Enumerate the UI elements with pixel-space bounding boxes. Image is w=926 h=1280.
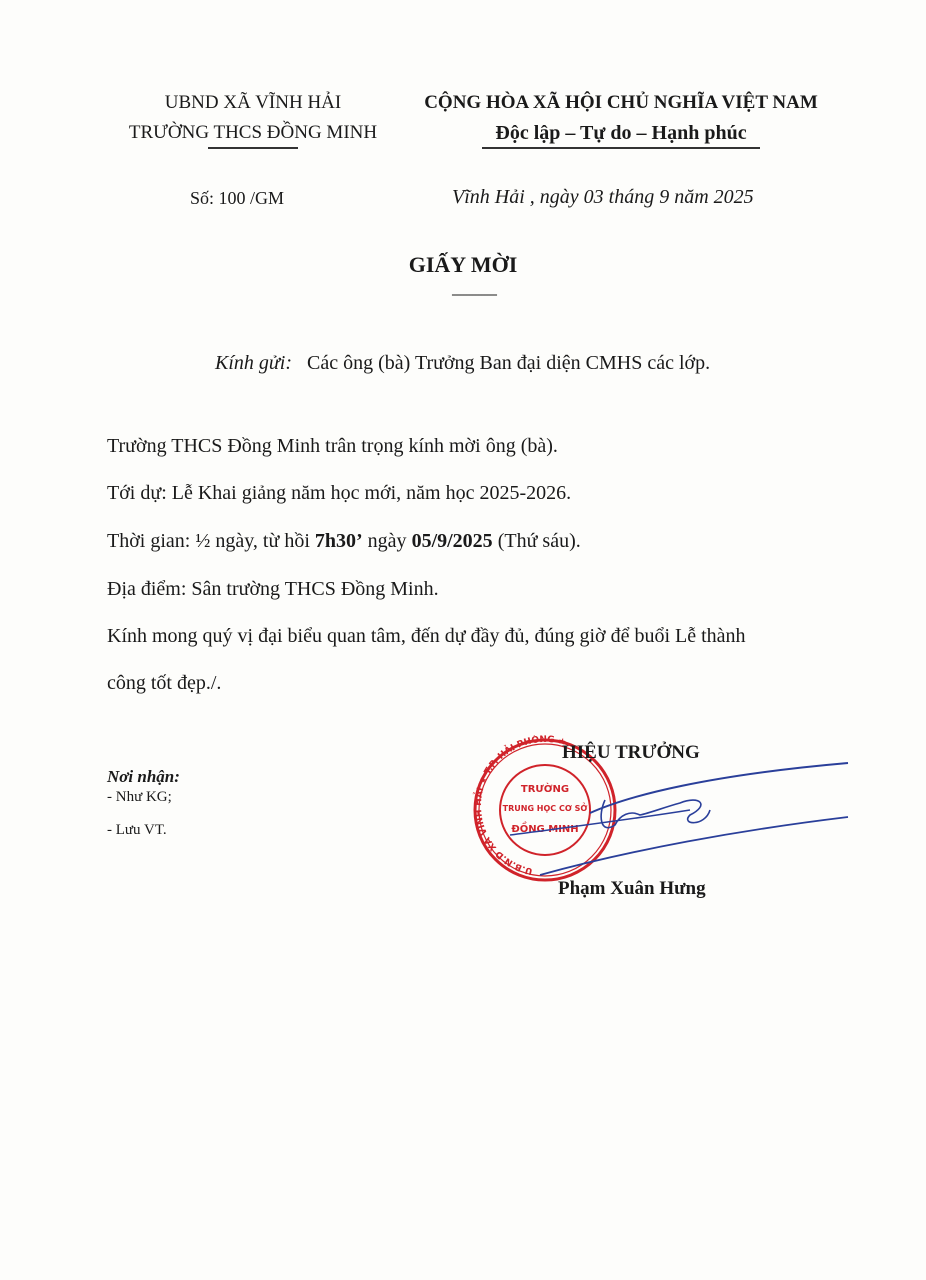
recipients-heading: Nơi nhận: [107,767,180,786]
recipient-label: Kính gửi: [215,352,293,374]
document-title: GIẤY MỜI [408,252,518,277]
recipient-line [215,352,710,375]
body-line-location: Địa điểm: Sân trường THCS Đồng Minh. [107,578,439,600]
school-name: TRƯỜNG THCS ĐỒNG MINH [128,122,378,143]
body-line-invitation: Trường THCS Đồng Minh trân trọng kính mời ông (bà). [107,435,558,457]
header-right-underline [482,147,760,149]
time-suffix: (Thứ sáu). [492,530,581,552]
body-line-closing: công tốt đẹp./. [107,672,222,694]
recipient-value: Các ông (bà) Trưởng Ban đại diện CMHS các lớp. [307,352,711,374]
national-title: CỘNG HÒA XÃ HỘI CHỦ NGHĨA VIỆT NAM [424,92,818,113]
body-line-event: Tới dự: Lễ Khai giảng năm học mới, năm học 2025-2026. [107,482,572,504]
document-number: Số: 100 /GM [190,188,285,208]
signer-role: HIỆU TRƯỞNG [562,742,700,763]
svg-text:TRƯỜNG: TRƯỜNG [520,784,570,795]
place-date: Vĩnh Hải , ngày 03 tháng 9 năm 2025 [452,186,754,208]
header-left-underline [208,147,298,149]
time-mid: ngày [362,530,412,552]
authority-name: UBND XÃ VĨNH HẢI [164,92,342,113]
svg-text:U.B.N.D XÃ VĨNH HẢI ★ T.P. HẢI: U.B.N.D XÃ VĨNH HẢI ★ T.P. HẢI PHÒNG ★ [473,735,568,876]
national-motto: Độc lập – Tự do – Hạnh phúc [495,122,747,144]
recipient-item: - Lưu VT. [107,822,167,838]
body-line-time [107,530,581,553]
handwritten-signature [480,755,860,895]
body-line-request: Kính mong quý vị đại biểu quan tâm, đến dự đầy đủ, đúng giờ để buổi Lễ thành [107,625,746,647]
signer-name: Phạm Xuân Hưng [558,878,706,899]
date-value: 05/9/2025 [411,530,493,552]
svg-text:ĐỒNG MINH: ĐỒNG MINH [511,824,579,835]
time-value: 7h30’ [314,530,363,552]
recipient-item: - Như KG; [107,789,172,805]
svg-text:TRUNG HỌC CƠ SỞ: TRUNG HỌC CƠ SỞ [502,804,588,813]
time-prefix: Thời gian: ½ ngày, từ hồi [107,530,315,552]
title-rule: --------------- [451,287,497,301]
